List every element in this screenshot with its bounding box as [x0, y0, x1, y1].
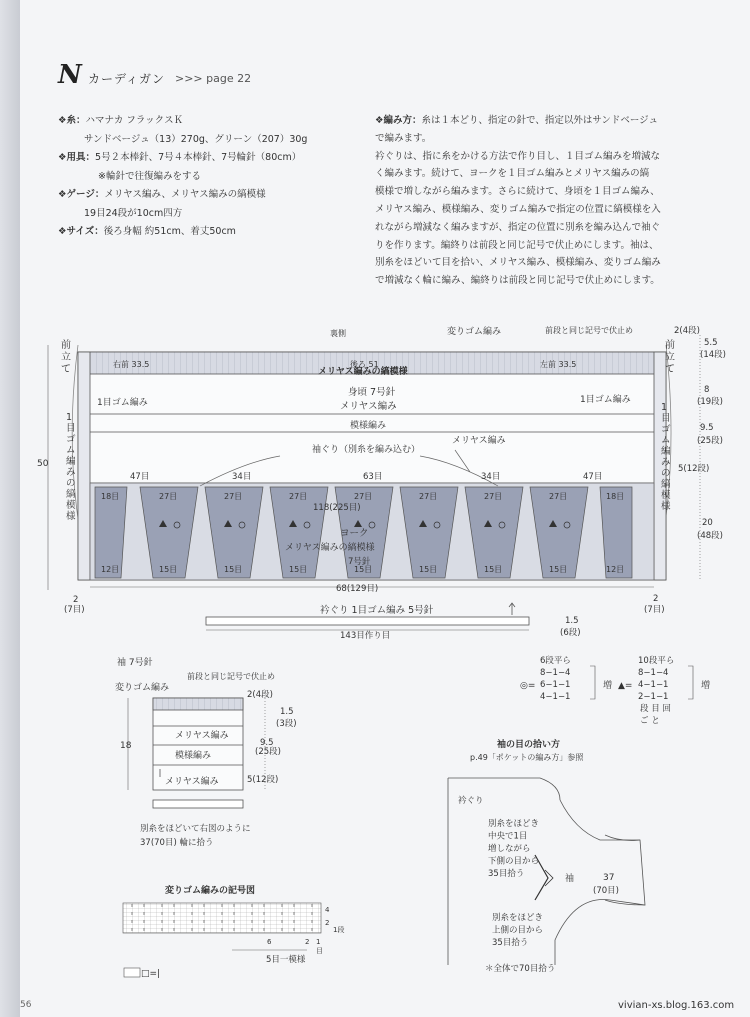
spec-value: ※輪針で往復編みをする: [98, 170, 201, 182]
rib-top-label: 変りゴム編み: [447, 327, 502, 337]
neckband-cast-on: 143目作り目: [340, 631, 391, 641]
page-number: 56: [20, 1000, 32, 1010]
spec-value: 19目24段が10cm四方: [84, 207, 183, 219]
pickup-note-line: 35目拾う: [492, 938, 529, 948]
right-dimension: 9.5: [700, 423, 714, 433]
wedge-top-count: 18目: [606, 492, 625, 501]
increase-row: 4−1−1: [540, 692, 571, 702]
pickup-armhole: 衿ぐり: [458, 796, 484, 806]
sleeve-dim-1: 2(4段): [247, 690, 273, 700]
pickup-upper-note: [488, 818, 539, 879]
top-stitch-count: 47目: [130, 472, 150, 482]
instruction-label: ❖編み方：: [375, 115, 422, 126]
yoke-count: 118(225目): [313, 503, 361, 513]
sleeve-bindoff: 前段と同じ記号で伏止め: [187, 672, 275, 681]
spec-value: ハマナカ フラックスＫ: [85, 115, 184, 126]
bindoff-label: 前段と同じ記号で伏止め: [545, 326, 633, 335]
left-front-label: 左前 33.5: [540, 360, 577, 369]
instruction-text: れながら増減なく編みますが、指定の位置に別糸を編み込んで袖ぐ: [375, 221, 661, 233]
bottom-left-value: 2: [73, 595, 79, 605]
right-dimensions: [674, 325, 726, 541]
stripe-label: メリヤス編みの縞模様: [318, 367, 408, 377]
chart-row-1: 1段: [333, 926, 345, 934]
increase-table-circle: [520, 655, 612, 702]
sleeve-dim-4: 9.5: [260, 738, 274, 748]
chart-legend: □=|: [141, 969, 161, 979]
increase-row: 6−1−1: [540, 680, 571, 690]
wedge-bottom-count: 15目: [484, 565, 503, 574]
pickup-width: 37: [603, 873, 615, 883]
yoke-subtitle: メリヤス編みの縞模様: [285, 543, 375, 553]
chart-row-4: 4: [325, 906, 330, 914]
right-dimension: 5.5: [704, 338, 718, 348]
spec-value: 5号２本棒針、7号４本棒針、7号輪針（80cm）: [95, 152, 302, 163]
instruction-text: 糸は１本どり、指定の針で、指定以外はサンドベージュ: [421, 115, 658, 126]
sleeve-note-2: 37(70目) 輪に拾う: [140, 838, 214, 848]
pickup-note-line: 35目拾う: [488, 869, 525, 879]
svg-text:1目ゴム編みの縞模様: 1 目ゴム編みの縞模様: [661, 402, 671, 512]
increase-footer: ご と: [640, 716, 660, 726]
wedge-top-count: 27目: [224, 492, 243, 501]
right-dimension: (25段): [697, 436, 723, 446]
yoke-needle: 7号針: [348, 557, 371, 567]
bottom-left-rows: (7目): [64, 605, 85, 615]
sleeve-dim-2: 1.5: [280, 707, 294, 717]
increase-row: 10段平ら: [638, 656, 675, 666]
chart-row-2: 2: [325, 919, 330, 927]
wedge-bottom-count: 15目: [419, 565, 438, 574]
pattern-title: カーディガン: [88, 72, 166, 86]
pickup-title: 袖の目の拾い方: [497, 740, 561, 750]
wedge-bottom-count: 15目: [159, 565, 178, 574]
yoke-title: ヨーク: [340, 528, 369, 539]
body-rib-right: 1目ゴム編み: [580, 395, 631, 405]
sleeve-section-3: メリヤス編み: [165, 777, 219, 787]
body-stockinette: メリヤス編み: [340, 401, 397, 412]
increase-symbol: ▲=: [618, 681, 633, 691]
wedge-bottom-count: 15目: [224, 565, 243, 574]
increase-row: 6段平ら: [540, 656, 571, 666]
spec-label: ❖用具：: [58, 152, 96, 163]
wedge-top-count: 27目: [419, 492, 438, 501]
svg-text:前立て: 前立て: [665, 340, 675, 375]
pickup-note-line: 別糸をほどき: [488, 819, 540, 829]
yoke-bottom-count: 68(129目): [336, 584, 379, 594]
wedge-bottom-count: 12目: [606, 565, 625, 574]
pickup-note-line: 別糸をほどき: [492, 913, 544, 923]
sleeve-title: 袖 7号針: [117, 658, 153, 668]
chart-col-6: 6: [267, 938, 272, 946]
increase-row: 8−1−4: [540, 668, 571, 678]
wedge-top-count: 27目: [354, 492, 373, 501]
instruction-text: 模様で増しながら編みます。さらに続けて、身頃を１目ゴム編み、: [375, 186, 660, 198]
back-label: 後ろ 51: [350, 360, 379, 369]
pickup-note-line: 中央で1目: [488, 831, 528, 842]
bottom-right-rows: (7目): [644, 605, 665, 615]
increase-symbol: ◎=: [520, 681, 536, 691]
sleeve-note-1: 別糸をほどいて右図のように: [140, 824, 251, 834]
top-stitch-count: 34目: [481, 472, 501, 482]
wedge-top-count: 27目: [549, 492, 568, 501]
page-reference: >>> page 22: [175, 72, 252, 85]
neckband-strip: [206, 617, 529, 625]
wedge-top-count: 27目: [159, 492, 178, 501]
top-stitch-count: 34目: [232, 472, 252, 482]
pattern-letter: N: [58, 60, 82, 90]
sleeve-rib-top: 変りゴム編み: [115, 683, 170, 693]
increase-row: 2−1−1: [638, 692, 669, 702]
instruction-text: 衿ぐりは、指に糸をかける方法で作り目し、１目ゴム編みを増減な: [375, 150, 661, 162]
pickup-lower-note: [492, 912, 543, 948]
pickup-sleeve: 袖: [565, 874, 575, 884]
chart-title: 変りゴム編みの記号図: [165, 886, 256, 896]
instruction-text: で編みます。: [375, 132, 432, 144]
increase-footer: 段 目 回: [640, 704, 671, 714]
instruction-text: りを作ります。編終りは前段と同じ記号で伏止めにします。袖は、: [375, 239, 659, 251]
neckband-height: 1.5: [565, 616, 579, 626]
wedge-bottom-count: 15目: [289, 565, 308, 574]
spec-label: ❖糸：: [58, 115, 86, 126]
right-front-label: 右前 33.5: [113, 360, 150, 369]
watermark: vivian-xs.blog.163.com: [618, 1000, 735, 1011]
neckband-rows: (6段): [560, 628, 581, 638]
top-stitch-count: 63目: [363, 472, 383, 482]
sleeve-dim-6: 5(12段): [247, 775, 279, 785]
spec-label: ❖サイズ：: [58, 226, 104, 237]
pickup-shape: [448, 778, 645, 965]
chart-repeat: 5目一模様: [266, 955, 306, 965]
sleeve-dim-5: (25段): [255, 747, 281, 757]
neckband-label: 衿ぐり 1目ゴム編み 5号針: [320, 605, 434, 616]
instruction-text: 別糸をほどいて目を拾い、メリヤス編み、模様編み、変りゴム編み: [375, 257, 661, 269]
increase-table-triangle: [618, 655, 710, 726]
sleeve-height: 18: [120, 741, 132, 751]
increase-row: 4−1−1: [638, 680, 669, 690]
wedge-bottom-count: 15目: [549, 565, 568, 574]
armhole-label: 袖ぐり（別糸を編み込む）: [312, 445, 421, 455]
pickup-width-sts: (70目): [593, 886, 619, 896]
spec-value: 後ろ身幅 約51cm、着丈50cm: [103, 226, 236, 237]
pickup-note-line: 下側の目から: [488, 856, 540, 867]
armhole-stockinette: メリヤス編み: [452, 436, 506, 446]
top-stitch-count: 47目: [583, 472, 603, 482]
right-dimension: 2(4段): [674, 326, 700, 336]
bottom-right-value: 2: [653, 594, 659, 604]
right-dimension: (48段): [697, 531, 723, 541]
back-side-label: 裏側: [330, 329, 346, 338]
svg-text:前立て: 前立て: [61, 340, 71, 375]
wedge-bottom-count: 12目: [101, 565, 120, 574]
spec-label: ❖ゲージ：: [58, 189, 105, 200]
increase-suffix: 増: [603, 681, 613, 691]
instruction-text: く編みます。続けて、ヨークを１目ゴム編みとメリヤス編みの縞: [375, 168, 650, 180]
spec-value: メリヤス編み、メリヤス編みの縞模様: [104, 189, 266, 200]
front-band-left: [61, 338, 76, 522]
pickup-ref: p.49「ポケットの編み方」参照: [470, 753, 584, 762]
instruction-text: メリヤス編み、模様編み、変りゴム編みで指定の位置に縞模様を入: [375, 203, 661, 215]
body-height: 50: [37, 459, 49, 469]
chart-col-unit: 目: [316, 947, 323, 955]
body-rib-left: 1目ゴム編み: [97, 398, 148, 408]
instruction-text: で増減なく輪に編み、編終りは前段と同じ記号で伏止めにします。: [375, 275, 660, 287]
sleeve-section-1: メリヤス編み: [175, 731, 229, 741]
right-dimension: 8: [704, 385, 710, 395]
wedge-top-count: 27目: [484, 492, 503, 501]
right-dimension: (14段): [700, 350, 726, 360]
increase-suffix: 増: [701, 681, 711, 691]
wedge-top-count: 27目: [289, 492, 308, 501]
pickup-total: ＊全体で70目拾う: [485, 964, 556, 974]
spec-value: サンドベージュ（13）270g、グリーン（207）30g: [84, 133, 308, 145]
increase-row: 8−1−4: [638, 668, 669, 678]
right-dimension: (19段): [697, 397, 723, 407]
chart-col-2: 2: [305, 938, 310, 946]
sleeve-section-2: 模様編み: [175, 751, 212, 761]
sleeve-dim-3: (3段): [276, 719, 297, 729]
wedge-bottom-count: 15目: [354, 565, 373, 574]
svg-text:1目ゴム編みの縞模様: 1 目ゴム編みの縞模様: [66, 412, 76, 522]
chart-col-1: 1: [316, 938, 321, 946]
wedge-top-count: 18目: [101, 492, 120, 501]
right-dimension: 5(12段): [678, 464, 710, 474]
pickup-note-line: 増しながら: [488, 844, 531, 854]
pickup-note-line: 上側の目から: [492, 925, 544, 936]
body-title: 身頃 7号針: [348, 387, 396, 398]
right-dimension: 20: [702, 518, 713, 528]
body-pattern: 模様編み: [350, 421, 387, 431]
